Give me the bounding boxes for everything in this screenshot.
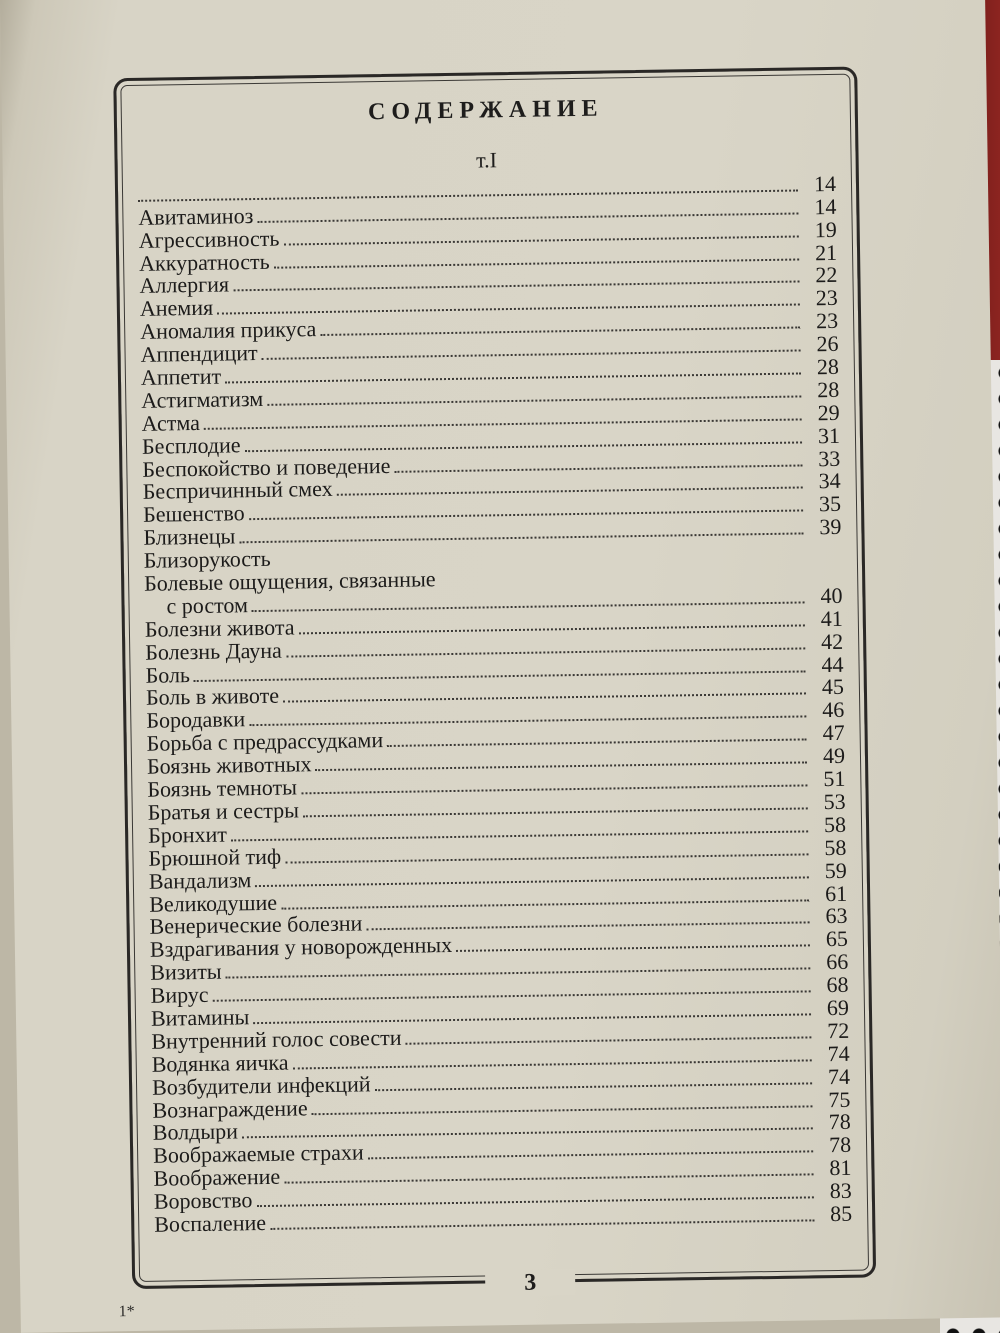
toc-entry-title: Аккуратность [138, 248, 270, 276]
toc-entry-page: 33 [818, 445, 841, 471]
toc-entry-title: Болевые ощущения, связанные [143, 566, 436, 596]
toc-entry-title: Вирус [150, 981, 209, 1008]
toc-entry-title: Близорукость [143, 545, 271, 573]
toc-entry-page: 85 [829, 1200, 853, 1227]
toc-entry-page: 23 [815, 308, 839, 334]
toc-entry-page: 74 [827, 1063, 851, 1089]
toc-entry-title: Агрессивность [138, 225, 280, 253]
toc-entry-title: Воспаление [154, 1209, 267, 1237]
toc-entry-title: Воображение [153, 1163, 281, 1191]
toc-entry-title: Беспричинный смех [142, 476, 333, 505]
toc-entry-title: Борьба с предрассудками [146, 727, 384, 757]
toc-entry-page: 75 [828, 1086, 851, 1112]
toc-entry-page: 19 [814, 216, 837, 242]
toc-entry-title: Аппетит [140, 363, 222, 390]
toc-entry-title: Болезнь Дауна [145, 637, 282, 665]
toc-entry-title: Воображаемые страхи [152, 1139, 364, 1169]
toc-entry-page: 65 [825, 926, 849, 952]
toc-entry-page: 61 [824, 880, 848, 906]
toc-entry-page: 66 [826, 948, 849, 975]
contents-frame [113, 67, 876, 1296]
toc-entry-title: Астигматизм [141, 385, 264, 413]
toc-entry-title: Аллергия [139, 271, 230, 299]
toc-entry-page: 45 [821, 674, 845, 700]
toc-entry-title: Внутренний голос совести [151, 1024, 402, 1054]
toc-entry-page: 35 [818, 491, 842, 517]
toc-entry-title: Волдыри [152, 1118, 239, 1146]
toc-entry-page: 41 [820, 605, 844, 631]
toc-entry-page: 29 [817, 399, 840, 426]
toc-entry-page: 28 [816, 353, 840, 380]
toc-entry-title: Боль в животе [145, 683, 280, 711]
toc-entry-page: 72 [827, 1017, 850, 1043]
toc-entry-title: Великодушие [149, 889, 278, 917]
toc-entry-title: Вознаграждение [152, 1094, 308, 1123]
toc-entry-page: 14 [814, 193, 837, 220]
page-title: СОДЕРЖАНИЕ [367, 95, 604, 126]
toc-entry-page: 31 [817, 422, 841, 448]
toc-entry-title: Беспокойство и поведение [142, 452, 391, 482]
toc-entry-page: 46 [822, 697, 845, 723]
toc-entry-title: Вздрагивания у новорожденных [149, 932, 453, 963]
toc-entry-page: 26 [816, 330, 839, 357]
toc-entry-title: Витамины [150, 1004, 250, 1031]
toc-entry-title: Венерические болезни [149, 910, 363, 940]
toc-entry-title: Воровство [153, 1187, 253, 1214]
toc-entry-title: Аномалия прикуса [140, 316, 317, 345]
toc-entry-page: 47 [822, 720, 845, 746]
table-of-contents [138, 172, 852, 1236]
toc-entry-page: 78 [828, 1109, 851, 1135]
toc-entry-page: 40 [820, 582, 843, 609]
toc-entry-title: Вандализм [148, 866, 252, 894]
toc-entry-title: Бешенство [142, 500, 245, 528]
toc-entry-page: 21 [814, 239, 838, 265]
toc-entry-page: 22 [815, 262, 838, 288]
toc-entry-title: Бородавки [146, 706, 246, 734]
toc-entry-page: 28 [817, 376, 840, 403]
volume-label: т.I [475, 147, 498, 173]
toc-entry-page: 39 [819, 514, 842, 540]
toc-entry-page: 34 [818, 468, 841, 494]
signature-mark: 1* [118, 1303, 135, 1321]
toc-entry-title: с ростом [166, 592, 249, 619]
toc-entry-page: 23 [815, 285, 838, 311]
toc-entry-title: Близнецы [143, 523, 236, 551]
toc-entry-page: 69 [826, 994, 850, 1021]
toc-entry-title: Авитаминоз [138, 202, 254, 230]
toc-entry-title: Боязнь животных [146, 751, 312, 779]
toc-entry-page: 81 [829, 1154, 852, 1181]
toc-entry-page: 51 [823, 765, 846, 792]
toc-entry-title: Болезни живота [144, 614, 295, 642]
toc-entry-page: 14 [813, 170, 837, 197]
toc-entry-title: Аппендицит [140, 340, 258, 367]
toc-entry-title: Возбудители инфекций [151, 1070, 371, 1100]
toc-entry-page: 42 [820, 628, 844, 654]
toc-entry-page: 49 [822, 742, 846, 769]
toc-entry-page: 58 [824, 834, 847, 860]
toc-entry-title: Бронхит [147, 821, 228, 848]
toc-entry-title: Боль [145, 661, 191, 688]
toc-entry-page: 59 [824, 857, 847, 883]
toc-entry-page: 78 [828, 1132, 852, 1158]
toc-entry-page: 74 [827, 1040, 850, 1066]
toc-entry-title: Водянка яичка [151, 1049, 289, 1077]
page-number: 3 [485, 1269, 575, 1296]
toc-entry-title: Братья и сестры [147, 797, 300, 825]
toc-entry-page: 68 [826, 971, 849, 998]
toc-entry-title: Астма [141, 409, 201, 436]
dot-leader [270, 1219, 814, 1230]
toc-entry-title: Боязнь темноты [147, 774, 298, 802]
toc-entry-title: Бесплодие [141, 431, 241, 459]
toc-entry-page: 63 [825, 903, 848, 929]
toc-entry-page: 44 [821, 651, 844, 677]
toc-entry-page: 58 [823, 811, 847, 837]
toc-entry-title: Анемия [139, 295, 214, 322]
toc-entry-title: Визиты [150, 958, 222, 985]
toc-entry-title: Брюшной тиф [148, 843, 282, 871]
toc-entry-page: 53 [823, 788, 846, 815]
toc-entry-page: 83 [829, 1177, 852, 1204]
